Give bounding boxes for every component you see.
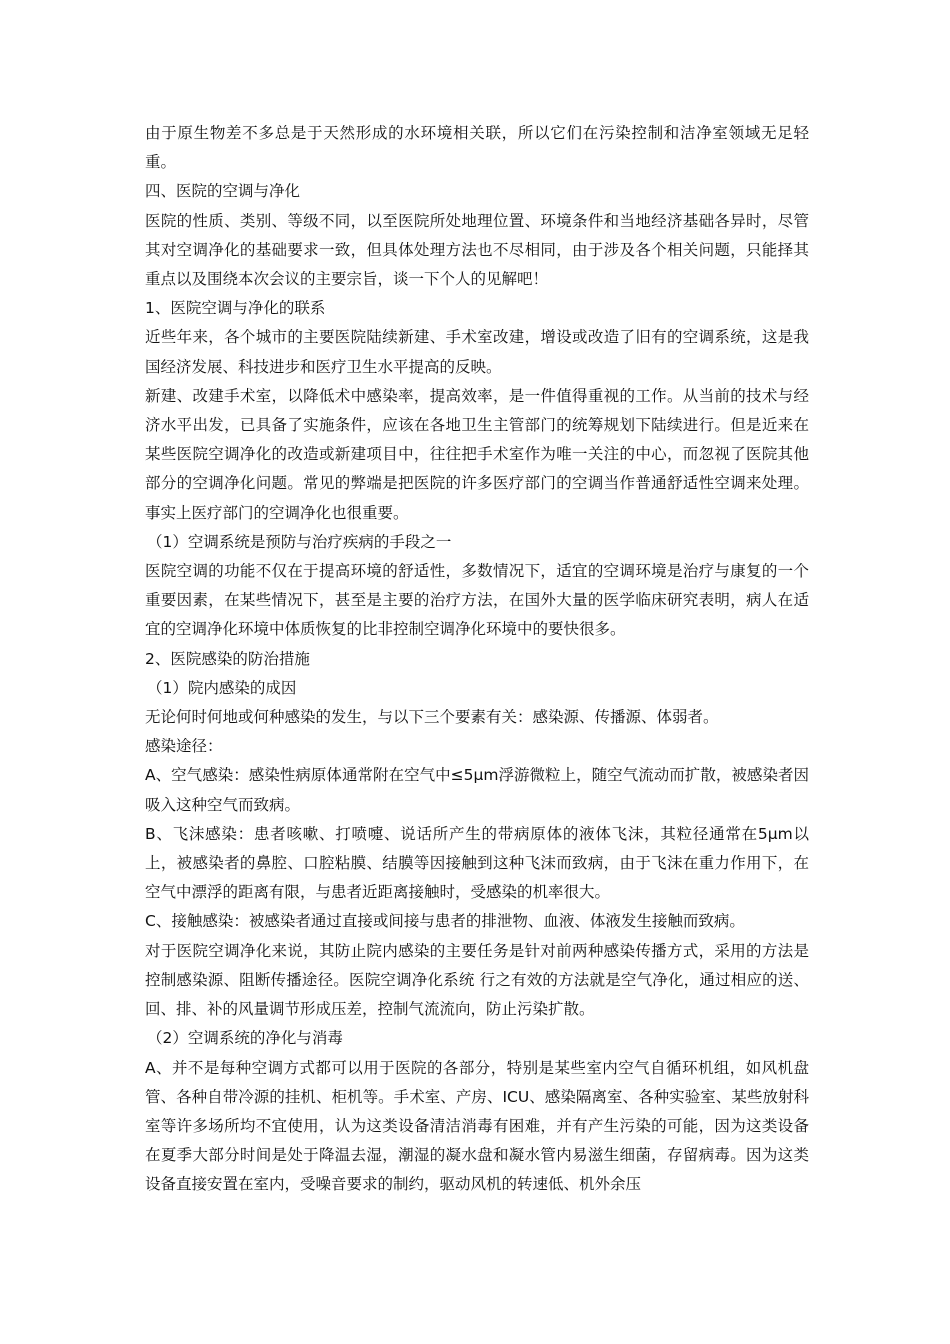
subsection-heading-2: 2、医院感染的防治措施 [145, 649, 310, 668]
paragraph-droplet: B、飞沫感染：患者咳嗽、打喷嚏、说话所产生的带病原体的液体飞沫，其粒径通常在5μm以上，被感染者的鼻腔、口腔粘膜、结膜等因接触到这种飞沫而致病，由于飞沫在重力作用下，在空气中漂浮的距离有限，与患者近距离接触时，受感染的机率很大。 [145, 824, 809, 902]
item-heading-1-1: （1）空调系统是预防与治疗疾病的手段之一 [147, 532, 452, 551]
item-heading-2-2: （2）空调系统的净化与消毒 [147, 1029, 343, 1048]
infection-routes-label: 感染途径： [145, 737, 223, 756]
paragraph-operating-rooms: 新建、改建手术室，以降低术中感染率，提高效率，是一件值得重视的工作。从当前的技术与经济水平出发，已具备了实施条件，应该在各地卫生主管部门的统筹规划下陆续进行。但是近来在某些医院空调净化的改造或新建项目中，往往把手术室作为唯一关注的中心，而忽视了医院其他部分的空调净化问题。常见的弊端是把医院的许多医疗部门的空调当作普通舒适性空调来处理。事实上医疗部门的空调净化也很重要。 [145, 386, 809, 522]
paragraph-three-factors: 无论何时何地或何种感染的发生，与以下三个要素有关：感染源、传播源、体弱者。 [145, 708, 719, 727]
paragraph-intro: 由于原生物差不多总是于天然形成的水环境相关联，所以它们在污染控制和洁净室领域无足轻重。 [145, 124, 809, 172]
section-heading-4: 四、医院的空调与净化 [145, 182, 301, 201]
paragraph-airborne: A、空气感染：感染性病原体通常附在空气中≤5μm浮游微粒上，随空气流动而扩散，被感染者因吸入这种空气而致病。 [145, 766, 809, 814]
subsection-heading-1: 1、医院空调与净化的联系 [145, 299, 326, 318]
item-heading-2-1: （1）院内感染的成因 [147, 678, 297, 697]
paragraph-prevention: 对于医院空调净化来说，其防止院内感染的主要任务是针对前两种感染传播方式，采用的方法是控制感染源、阻断传播途径。医院空调净化系统 行之有效的方法就是空气净化，通过相应的送、回、排、补的风量调节形成压差，控制气流流向，防止污染扩散。 [145, 941, 809, 1019]
paragraph-hospital-overview: 医院的性质、类别、等级不同，以至医院所处地理位置、环境条件和当地经济基础各异时，尽管其对空调净化的基础要求一致，但具体处理方法也不尽相同，由于涉及各个相关问题，只能择其重点以及围绕本次会议的主要宗旨，谈一下个人的见解吧！ [145, 211, 809, 289]
paragraph-contact: C、接触感染：被感染者通过直接或间接与患者的排泄物、血液、体液发生接触而致病。 [145, 912, 745, 931]
document-body [145, 119, 809, 1200]
paragraph-recent-years: 近些年来，各个城市的主要医院陆续新建、手术室改建，增设或改造了旧有的空调系统，这是我国经济发展、科技进步和医疗卫生水平提高的反映。 [145, 328, 809, 376]
paragraph-ac-function: 医院空调的功能不仅在于提高环境的舒适性，多数情况下，适宜的空调环境是治疗与康复的一个重要因素，在某些情况下，甚至是主要的治疗方法，在国外大量的医学临床研究表明，病人在适宜的空调净化环境中体质恢复的比非控制空调净化环境中的要快很多。 [145, 562, 809, 639]
paragraph-equipment: A、并不是每种空调方式都可以用于医院的各部分，特别是某些室内空气自循环机组，如风机盘管、各种自带冷源的挂机、柜机等。手术室、产房、ICU、感染隔离室、各种实验室、某些放射科室等许多场所均不宜使用，认为这类设备清洁消毒有困难，并有产生污染的可能，因为这类设备在夏季大部分时间是处于降温去湿，潮湿的凝水盘和凝水管内易滋生细菌，存留病毒。因为这类设备直接安置在室内，受噪音要求的制约，驱动风机的转速低、机外余压 [145, 1058, 809, 1194]
